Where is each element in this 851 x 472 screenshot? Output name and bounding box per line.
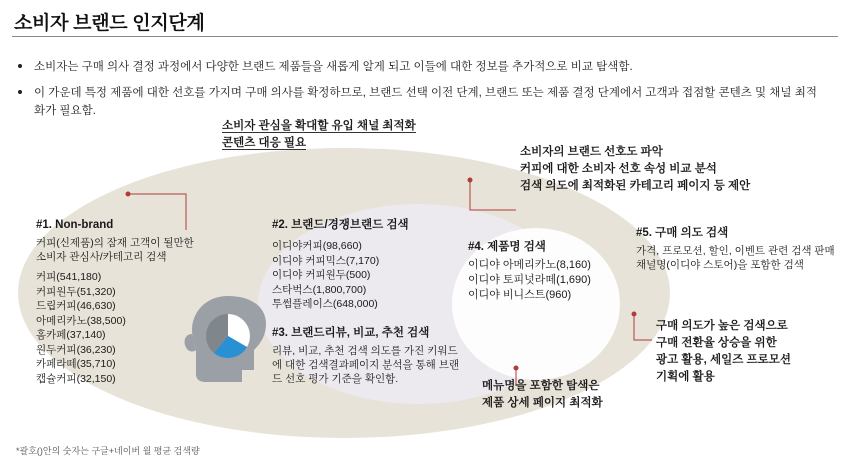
stage-items [272, 239, 452, 312]
title-divider [12, 36, 838, 37]
bullet-text: 이 가운데 특정 제품에 대한 선호를 가지며 구매 의사를 확정하므로, 브랜드 선택 이전 단계, 브랜드 또는 제품 결정 단계에서 고객과 접점할 콘텐츠 및 채널 최적화가 필요함. [34, 87, 817, 117]
stage-heading: #5. 구매 의도 검색 [636, 227, 729, 239]
callout-line: 검색 의도에 최적화된 카테고리 페이지 등 제안 [520, 180, 751, 192]
stage-non-brand [36, 218, 206, 386]
keyword-item: 이디야 토피넛라떼(1,690) [468, 274, 591, 286]
footnote: *괄호()안의 숫자는 구글+네이버 월 평균 검색량 [16, 446, 200, 456]
keyword-item: 이디야 커피믹스(7,170) [272, 254, 380, 267]
keyword-item: 이디야커피(98,660) [272, 240, 362, 252]
keyword-item: 아메리카노(38,500) [36, 314, 126, 327]
keyword-item: 카페라떼(35,710) [36, 358, 116, 370]
callout-line: 소비자 관심을 확대할 유입 채널 최적화 [222, 120, 416, 132]
callout-channel-optimization [222, 118, 522, 152]
callout-menu-name [482, 378, 692, 412]
callout-line: 구매 전환율 상승을 위한 [656, 337, 777, 349]
callout-line: 제품 상세 페이지 최적화 [482, 397, 603, 409]
stage-heading: #2. 브랜드/경쟁브랜드 검색 [272, 219, 409, 231]
stage-heading: #1. Non-brand [36, 219, 114, 231]
keyword-item: 커피(541,180) [36, 271, 102, 283]
callout-line: 기획에 활용 [656, 371, 715, 383]
stage-body: 리뷰, 비교, 추천 검색 의도를 가진 키워드에 대한 검색결과페이지 분석을 통해 브랜드 선호 평가 기준을 확인함. [272, 345, 460, 385]
callout-line: 구매 의도가 높은 검색으로 [656, 320, 788, 332]
bullet-dot-icon [18, 90, 22, 94]
stage-review-search [272, 326, 462, 386]
bullet-item [16, 84, 826, 120]
keyword-item: 투썸플레이스(648,000) [272, 298, 378, 310]
funnel-diagram [0, 118, 851, 472]
keyword-item: 커피원두(51,320) [36, 285, 116, 298]
stage-items [468, 258, 618, 303]
page-title: 소비자 브랜드 인지단계 [14, 13, 205, 34]
stage-items [36, 270, 206, 386]
stage-brand-search [272, 218, 452, 312]
keyword-item: 드립커피(46,630) [36, 300, 116, 312]
keyword-item: 스타벅스(1,800,700) [272, 283, 367, 296]
bullet-item [16, 58, 826, 76]
stage-purchase-intent [636, 226, 836, 272]
keyword-item: 홈카페(37,140) [36, 329, 106, 341]
callout-line: 메뉴명을 포함한 탐색은 [482, 380, 600, 392]
bullet-text: 소비자는 구매 의사 결정 과정에서 다양한 브랜드 제품들을 새롭게 알게 되고 이들에 대한 정보를 추가적으로 비교 탐색함. [34, 61, 633, 73]
keyword-item: 원두커피(36,230) [36, 343, 116, 356]
keyword-item: 이디야 비니스트(960) [468, 289, 572, 301]
callout-line: 소비자의 브랜드 선호도 파악 [520, 146, 663, 158]
keyword-item: 이디야 커피원두(500) [272, 269, 371, 281]
stage-heading: #4. 제품명 검색 [468, 241, 546, 253]
bullet-dot-icon [18, 64, 22, 68]
callout-line: 콘텐츠 대응 필요 [222, 137, 307, 149]
stage-product-name [468, 240, 618, 303]
callout-brand-preference [520, 144, 840, 195]
callout-line: 광고 활용, 세일즈 프로모션 [656, 354, 791, 366]
keyword-item: 이디야 아메리카노(8,160) [468, 259, 591, 271]
callout-purchase-intent [656, 318, 846, 386]
stage-heading: #3. 브랜드리뷰, 비교, 추천 검색 [272, 327, 430, 339]
stage-body: 커피(신제품)의 잠재 고객이 될만한 소비자 관심사/카테고리 검색 [36, 237, 194, 263]
keyword-item: 캡슐커피(32,150) [36, 372, 116, 385]
callout-line: 커피에 대한 소비자 선호 속성 비교 분석 [520, 163, 717, 175]
stage-body: 가격, 프로모션, 할인, 이벤트 관련 검색 판매 채널명(이디야 스토어)을 포함한 검색 [636, 245, 835, 271]
